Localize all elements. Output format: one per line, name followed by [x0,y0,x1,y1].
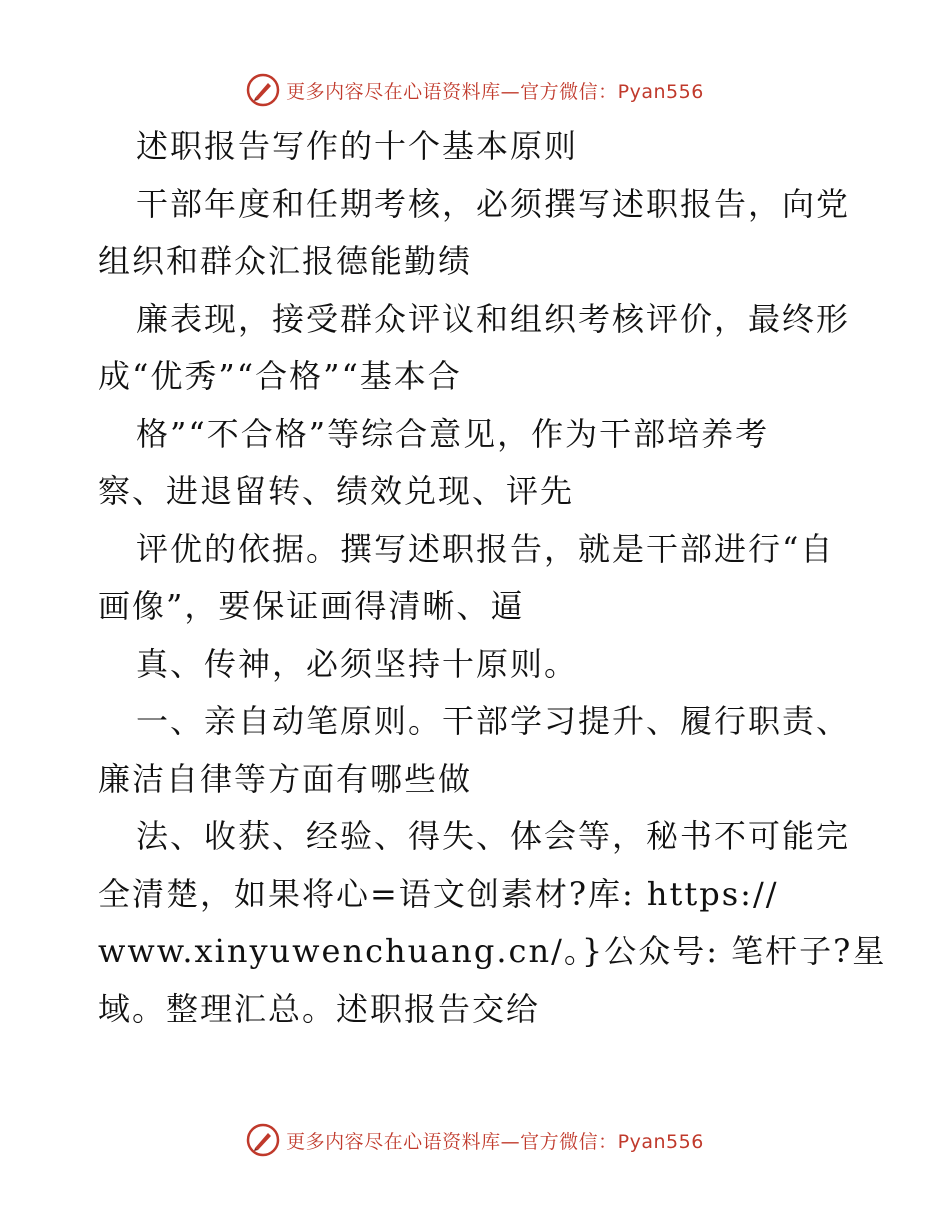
paragraph-line: 全清楚，如果将心=语文创素材?库: https:// [98,874,779,913]
header-banner [0,70,950,110]
document-title: 述职报告写作的十个基本原则 [136,127,579,165]
header-banner-text: 更多内容尽在心语资料库—官方微信：Pyan556 [286,80,704,103]
pen-logo-icon [246,1123,280,1157]
paragraph-line: 法、收获、经验、得失、体会等，秘书不可能完 [136,817,851,855]
paragraph-line: 成“优秀”“合格”“基本合 [98,357,462,395]
paragraph-line: 格”“不合格”等综合意见，作为干部培养考 [136,414,770,453]
paragraph-line: www.xinyuwenchuang.cn/。}公众号: 笔杆子?星 [98,932,887,970]
paragraph-line: 廉洁自律等方面有哪些做 [98,759,473,798]
paragraph-line: 组织和群众汇报德能勤绩 [98,242,473,280]
paragraph-line: 廉表现，接受群众评议和组织考核评价，最终形 [136,299,851,338]
paragraph-line: 画像”，要保证画得清晰、逼 [98,587,525,625]
footer-banner [0,1120,950,1160]
paragraph-line: 评优的依据。撰写述职报告，就是干部进行“自 [136,529,835,568]
paragraph-line: 干部年度和任期考核，必须撰写述职报告，向党 [136,184,851,223]
paragraph-line: 真、传神，必须坚持十原则。 [136,644,579,683]
paragraph-line: 察、进退留转、绩效兑现、评先 [98,472,575,510]
paragraph-line: 一、亲自动笔原则。干部学习提升、履行职责、 [136,702,851,740]
paragraph-line: 域。整理汇总。述职报告交给 [98,989,541,1028]
pen-logo-icon [246,73,280,107]
footer-banner-text: 更多内容尽在心语资料库—官方微信：Pyan556 [286,1130,704,1153]
document-body [98,118,887,1038]
